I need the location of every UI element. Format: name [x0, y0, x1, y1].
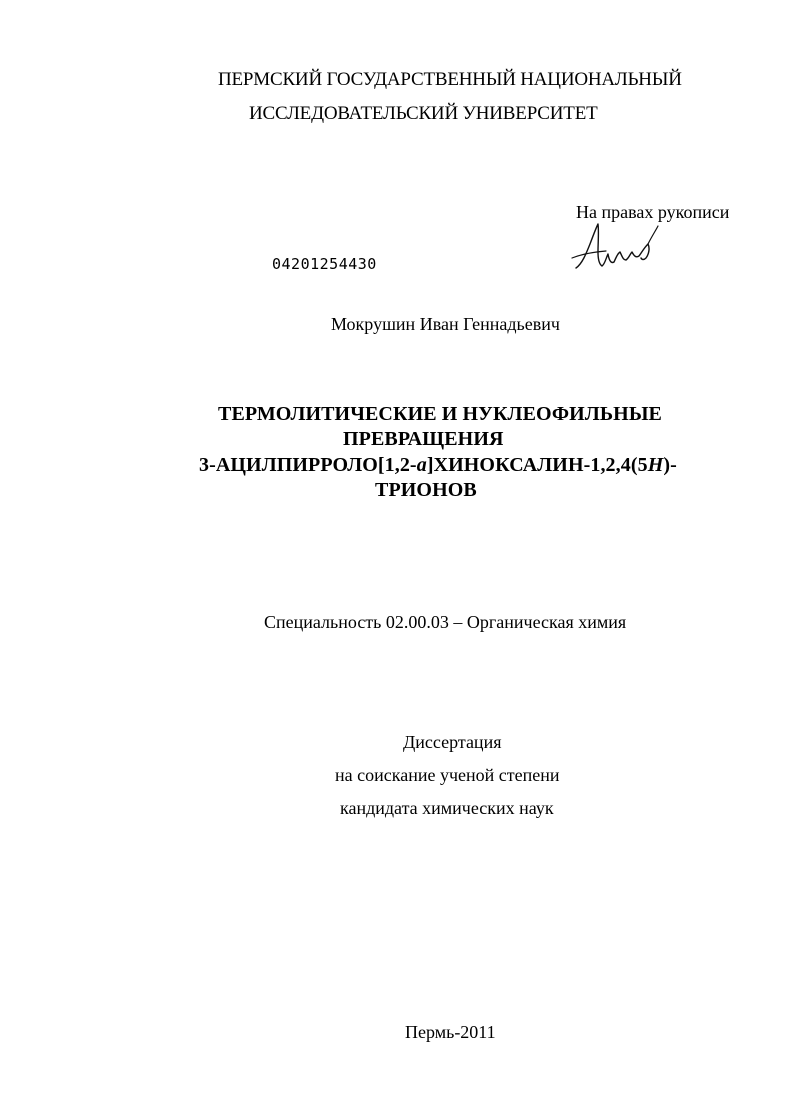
- title-line3-part3: )-: [663, 454, 677, 476]
- title-line3-italic-h: H: [647, 454, 664, 476]
- rights-note: На правах рукописи: [576, 202, 730, 222]
- title-line3: [199, 454, 677, 477]
- library-code: 04201254430: [272, 255, 377, 273]
- title-line3-part1: 3-АЦИЛПИРРОЛО[1,2-: [199, 454, 417, 476]
- title-line2: ПРЕВРАЩЕНИЯ: [343, 428, 504, 450]
- author-name: Мокрушин Иван Геннадьевич: [331, 314, 560, 334]
- specialty: Специальность 02.00.03 – Органическая химия: [264, 612, 627, 632]
- title-line3-part2: ]ХИНОКСАЛИН-1,2,4(5: [426, 454, 648, 476]
- dissertation-line2: на соискание ученой степени: [335, 765, 560, 785]
- title-line3-italic-a: a: [416, 454, 427, 476]
- university-name-line2: ИССЛЕДОВАТЕЛЬСКИЙ УНИВЕРСИТЕТ: [249, 103, 598, 124]
- dissertation-line1: Диссертация: [403, 732, 502, 752]
- title-line4: ТРИОНОВ: [375, 479, 477, 501]
- university-name-line1: ПЕРМСКИЙ ГОСУДАРСТВЕННЫЙ НАЦИОНАЛЬНЫЙ: [218, 69, 682, 90]
- city-year: Пермь-2011: [405, 1022, 496, 1042]
- title-line1: ТЕРМОЛИТИЧЕСКИЕ И НУКЛЕОФИЛЬНЫЕ: [218, 403, 662, 425]
- handwritten-signature: [568, 218, 668, 278]
- dissertation-line3: кандидата химических наук: [340, 798, 554, 818]
